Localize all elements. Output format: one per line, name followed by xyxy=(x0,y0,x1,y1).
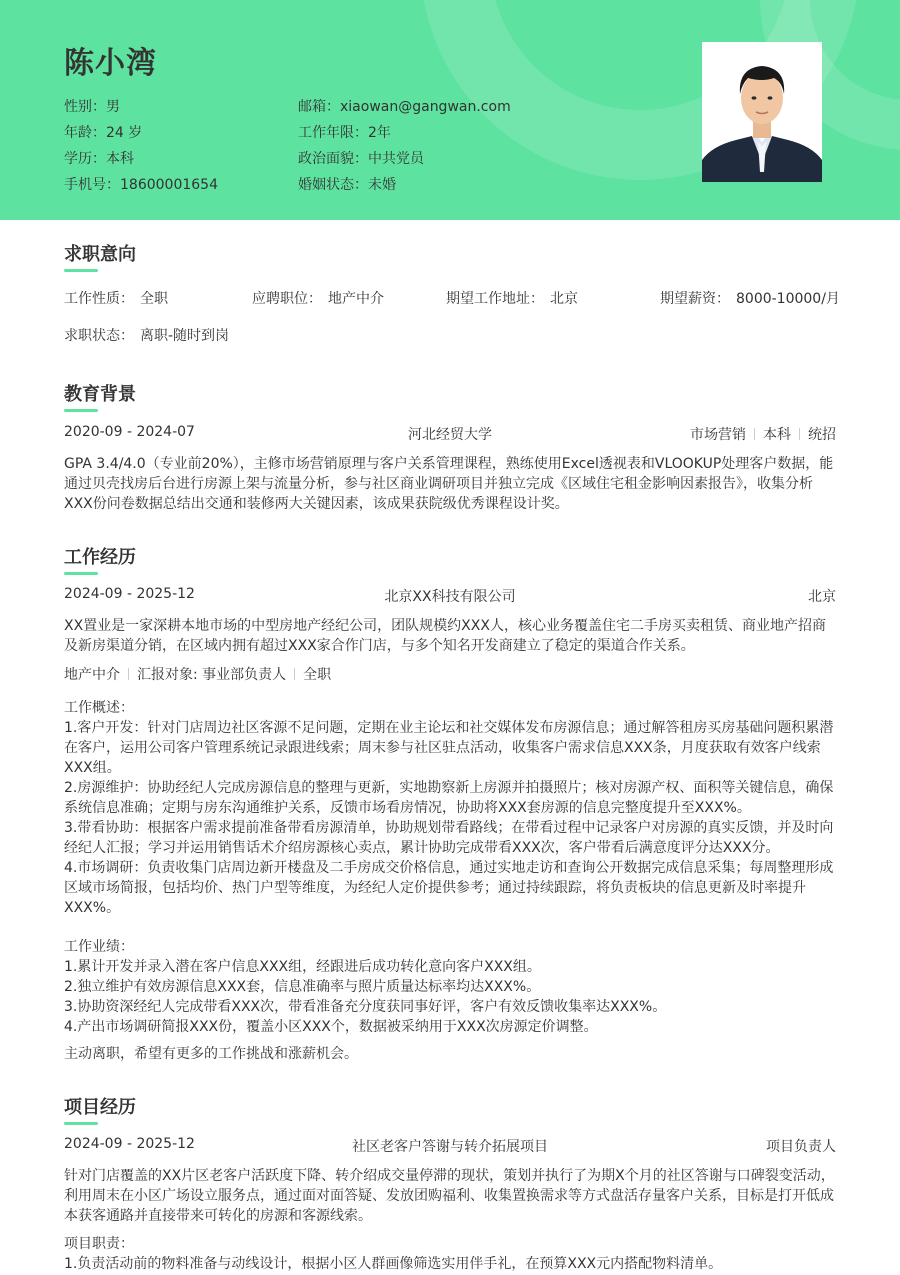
intention-salary: 期望薪资 ： 8000-10000/月 xyxy=(660,288,840,308)
section-underline xyxy=(64,269,98,272)
section-underline xyxy=(64,1122,98,1125)
project-description: 针对门店覆盖的XX片区老客户活跃度下降、转介绍成交量停滞的现状，策划并执行了为期X个月的社区答谢与口碑裂变活动，利用周末在小区广场设立服务点，通过面对面答疑、发放团购福利、收集置换需求等方式盘活存量客户关系，目标是打开低成本获客通路并直接带来可转化的房源和客源线索。 xyxy=(64,1168,835,1224)
education-header-row xyxy=(64,424,836,444)
intention-type: 工作性质 ： 全职 xyxy=(64,288,168,308)
resume-header xyxy=(0,0,900,220)
work-header-row xyxy=(64,586,836,606)
work-company: 北京XX科技有限公司 xyxy=(384,589,516,605)
intention-location: 期望工作地址 ： 北京 xyxy=(446,288,578,308)
project-name: 社区老客户答谢与转介拓展项目 xyxy=(352,1139,548,1155)
info-age: 年龄 ： 24 岁 xyxy=(64,122,142,142)
info-years: 工作年限 ： 2年 xyxy=(298,122,391,142)
section-title-intention: 求职意向 xyxy=(64,244,136,265)
company-description: XX置业是一家深耕本地市场的中型房地产经纪公司，团队规模约XXX人，核心业务覆盖住宅二手房买卖租赁、商业地产招商及新房渠道分销，在区域内拥有超过XXX家合作门店，与多个知名开发商建立了稳定的渠道合作关系。 xyxy=(64,618,826,654)
avatar-illustration xyxy=(702,42,822,182)
leave-reason: 主动离职，希望有更多的工作挑战和涨薪机会。 xyxy=(64,1046,358,1062)
info-marital: 婚姻状态 ： 未婚 xyxy=(298,174,396,194)
work-tags: 地产中介 汇报对象: 事业部负责人 全职 xyxy=(64,667,332,683)
work-overview: 工作概述： 1.客户开发：针对门店周边社区客源不足问题，定期在业主论坛和社交媒体发布房源信息；通过解答租房买房基础问题积累潜在客户，运用公司客户管理系统记录跟进线索；周末参与社区驻点活动，收集客户需求信息XXX条，月度获取有效客户线索XXX组。 2.房源维护：协助经纪人完成房源信息的整理与更新，实地勘察新上房源并拍摄照片；核对房源产权、面积等关键信息，确保系统信息准确；定期与房东沟通维护关系，反馈市场看房情况，协助将XXX套房源的信息完整度提升至XXX%。 3.带看协助：根据客户需求提前准备带看房源清单，协助规划带看路线；在带看过程中记录客户对房源的真实反馈，并及时向经纪人汇报；学习并运用销售话术介绍房源核心卖点，累计协助完成带看XXX次，客户带看后满意度评分达XXX分。 4.市场调研：负责收集门店周边新开楼盘及二手房成交价格信息，通过实地走访和查询公开数据完成信息采集；每周整理形成区域市场简报，包括均价、热门户型等维度，为经纪人定价提供参考；通过持续跟踪，将负责板块的信息更新及时率提升XXX%。 xyxy=(64,700,834,916)
info-email: 邮箱 ： xiaowan@gangwan.com xyxy=(298,96,511,116)
info-education: 学历 ： 本科 xyxy=(64,148,134,168)
section-title-project: 项目经历 xyxy=(64,1097,136,1118)
work-period: 2024-09 - 2025-12 xyxy=(64,586,195,602)
education-period: 2020-09 - 2024-07 xyxy=(64,424,195,440)
profile-photo xyxy=(702,42,822,182)
project-role: 项目负责人 xyxy=(766,1139,836,1155)
intention-status: 求职状态 ： 离职-随时到岗 xyxy=(64,325,229,345)
work-achievements: 工作业绩： 1.累计开发并录入潜在客户信息XXX组，经跟进后成功转化意向客户XXX组。 2.独立维护有效房源信息XXX套，信息准确率与照片质量达标率均达XXX%。 3.协助资深经纪人完成带看XXX次，带看准备充分度获同事好评，客户有效反馈收集率达XXX%。 4.产出市场调研简报XXX份，覆盖小区XXX个，数据被采纳用于XXX次房源定价调整。 xyxy=(64,939,667,1035)
education-description: GPA 3.4/4.0（专业前20%），主修市场营销原理与客户关系管理课程，熟练使用Excel透视表和VLOOKUP处理客户数据，能通过贝壳找房后台进行房源上架与流量分析，参与社区商业调研项目并独立完成《区域住宅租金影响因素报告》，收集分析XXX份问卷数据总结出交通和装修两大关键因素，该成果获院级优秀课程设计奖。 xyxy=(64,456,834,512)
info-political: 政治面貌 ： 中共党员 xyxy=(298,148,424,168)
candidate-name: 陈小湾 xyxy=(64,46,157,81)
info-phone: 手机号 ： 18600001654 xyxy=(64,174,218,194)
education-school: 河北经贸大学 xyxy=(408,427,492,443)
education-tags: 市场营销 本科 统招 xyxy=(690,427,836,443)
project-period: 2024-09 - 2025-12 xyxy=(64,1136,195,1152)
intention-position: 应聘职位 ： 地产中介 xyxy=(252,288,384,308)
project-duties: 项目职责： 1.负责活动前的物料准备与动线设计，根据小区人群画像筛选实用伴手礼，在预算XXX元内搭配物料清单。 xyxy=(64,1236,723,1272)
info-gender: 性别 ： 男 xyxy=(64,96,120,116)
project-header-row xyxy=(64,1136,836,1156)
work-city: 北京 xyxy=(808,589,836,605)
section-underline xyxy=(64,409,98,412)
section-title-education: 教育背景 xyxy=(64,384,136,405)
section-underline xyxy=(64,572,98,575)
section-title-work: 工作经历 xyxy=(64,547,136,568)
